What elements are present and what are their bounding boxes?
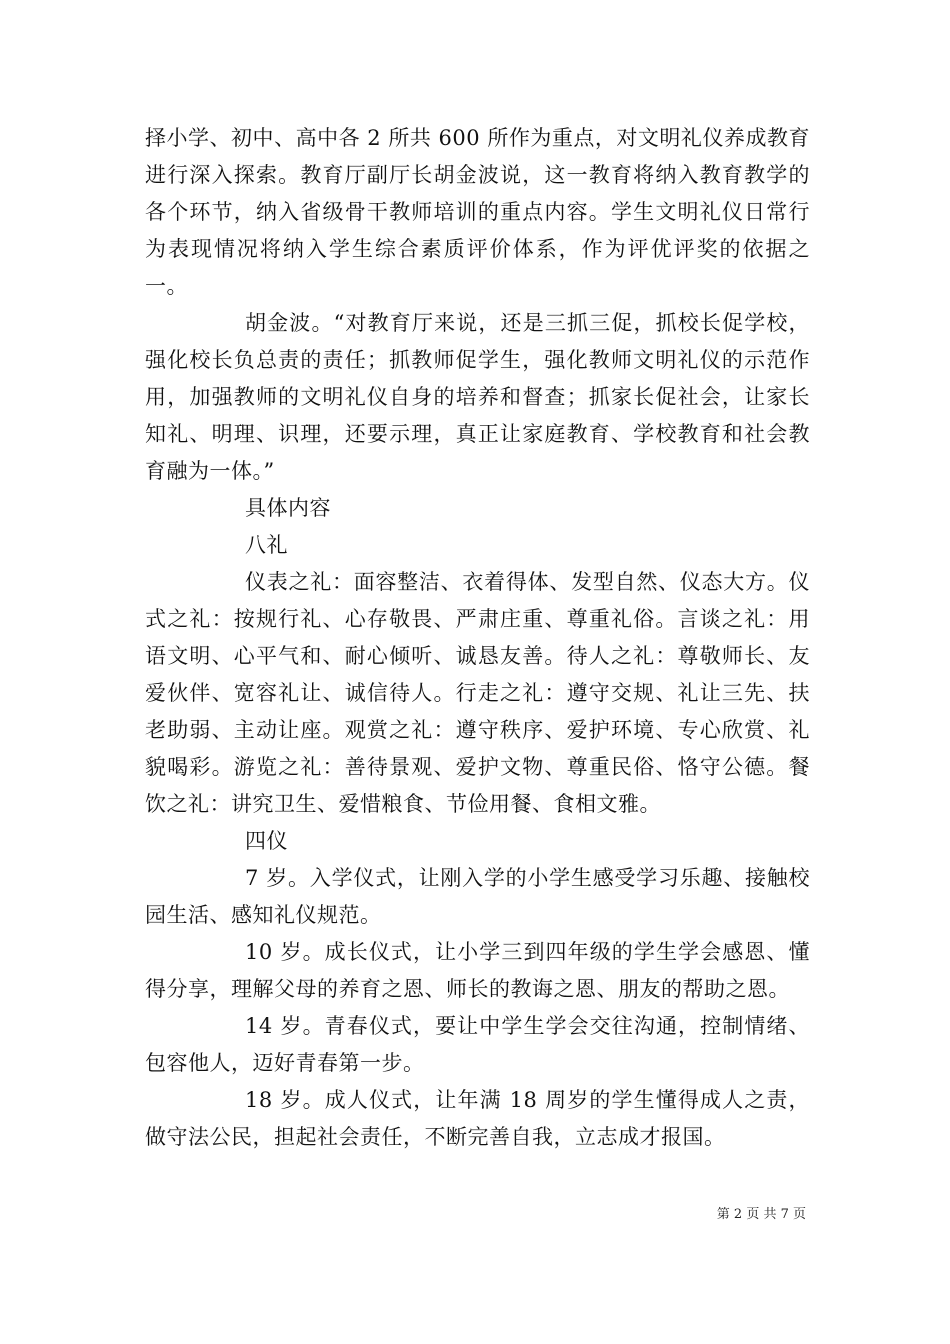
document-body [145, 120, 810, 1156]
page-number-footer: 第 2 页 共 7 页 [716, 1207, 806, 1222]
paragraph-age-18: 18 岁。成人仪式，让年满 18 周岁的学生懂得成人之责，做守法公民，担起社会责任，不断完善自我，立志成才报国。 [145, 1088, 810, 1149]
section-heading-eight-rites: 八礼 [245, 533, 288, 557]
paragraph-eight-rites: 仪表之礼：面容整洁、衣着得体、发型自然、仪态大方。仪式之礼：按规行礼、心存敬畏、严肃庄重、尊重礼俗。言谈之礼：用语文明、心平气和、耐心倾听、诚恳友善。待人之礼：尊敬师长、友爱伙伴、宽容礼让、诚信待人。行走之礼：遵守交规、礼让三先、扶老助弱、主动让座。观赏之礼：遵守秩序、爱护环境、专心欣赏、礼貌喝彩。游览之礼：善待景观、爱护文物、尊重民俗、恪守公德。餐饮之礼：讲究卫生、爱惜粮食、节俭用餐、食相文雅。 [145, 570, 810, 816]
paragraph-age-14: 14 岁。青春仪式，要让中学生学会交往沟通，控制情绪、包容他人，迈好青春第一步。 [145, 1014, 810, 1075]
section-heading-four-ceremonies: 四仪 [245, 829, 288, 853]
paragraph-quote: 胡金波。“对教育厅来说，还是三抓三促，抓校长促学校，强化校长负总责的责任；抓教师促学生，强化教师文明礼仪的示范作用，加强教师的文明礼仪自身的培养和督查；抓家长促社会，让家长知礼、明理、识理，还要示理，真正让家庭教育、学校教育和社会教育融为一体。” [145, 311, 810, 483]
paragraph-continuation: 择小学、初中、高中各 2 所共 600 所作为重点，对文明礼仪养成教育进行深入探索。教育厅副厅长胡金波说，这一教育将纳入教育教学的各个环节，纳入省级骨干教师培训的重点内容。学生文明礼仪日常行为表现情况将纳入学生综合素质评价体系，作为评优评奖的依据之一。 [145, 126, 810, 298]
paragraph-age-7: 7 岁。入学仪式，让刚入学的小学生感受学习乐趣、接触校园生活、感知礼仪规范。 [145, 866, 810, 927]
section-heading-content: 具体内容 [245, 496, 331, 520]
paragraph-age-10: 10 岁。成长仪式，让小学三到四年级的学生学会感恩、懂得分享，理解父母的养育之恩、师长的教诲之恩、朋友的帮助之恩。 [145, 940, 810, 1001]
